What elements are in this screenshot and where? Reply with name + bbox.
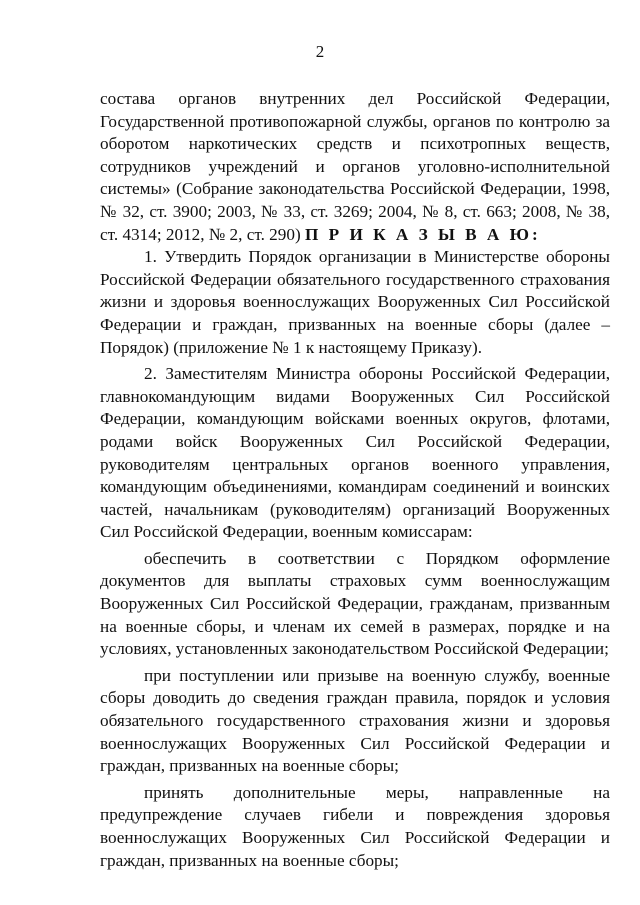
preamble-text: состава органов внутренних дел Российской Федерации, Государственной противопожарной службы, органов по контролю за оборотом наркотических средств и психотропных веществ, сотрудников учреждений и органов уголовно-исполнительной системы» (Собрание законодательства Российской Федерации, 1998, № 32, ст. 3900; 2003, № 33, ст. 3269; 2004, № 8, ст. 663; 2008, № 38, ст. 4314; 2012, № 2, ст. 290): [100, 89, 610, 244]
paragraph-preamble: [100, 88, 610, 246]
document-body: [100, 88, 610, 872]
page-number: 2: [315, 42, 325, 61]
paragraph-item-2: 2. Заместителям Министра обороны Российской Федерации, главнокомандующим видами Вооруженных Сил Российской Федерации, командующим войсками военных округов, флотами, родами войск Вооруженных Сил Российской Федерации, руководителям центральных органов военного управления, командующим объединениями, командирам соединений и воинских частей, начальникам (руководителям) организаций Вооруженных Сил Российской Федерации, военным комиссарам:: [100, 364, 610, 542]
paragraph-inform: при поступлении или призыве на военную службу, военные сборы доводить до сведения граждан правила, порядок и условия обязательного государственного страхования жизни и здоровья военнослужащих Вооруженных Сил Российской Федерации и граждан, призванных на военные сборы;: [100, 665, 610, 776]
decree-word: П Р И К А З Ы В А Ю:: [304, 224, 541, 244]
paragraph-measures: принять дополнительные меры, направленные на предупреждение случаев гибели и повреждения здоровья военнослужащих Вооруженных Сил Российской Федерации и граждан, призванных на военные сборы;: [100, 782, 610, 870]
paragraph-item-1: 1. Утвердить Порядок организации в Министерстве обороны Российской Федерации обязательного государственного страхования жизни и здоровья военнослужащих Вооруженных Сил Российской Федерации и граждан, призванных на военные сборы (далее – Порядок) (приложение № 1 к настоящему Приказу).: [100, 247, 610, 357]
paragraph-ensure: обеспечить в соответствии с Порядком оформление документов для выплаты страховых сумм военнослужащим Вооруженных Сил Российской Федерации, гражданам, призванным на военные сборы, и членам их семей в размерах, порядке и на условиях, установленных законодательством Российской Федерации;: [100, 548, 610, 659]
